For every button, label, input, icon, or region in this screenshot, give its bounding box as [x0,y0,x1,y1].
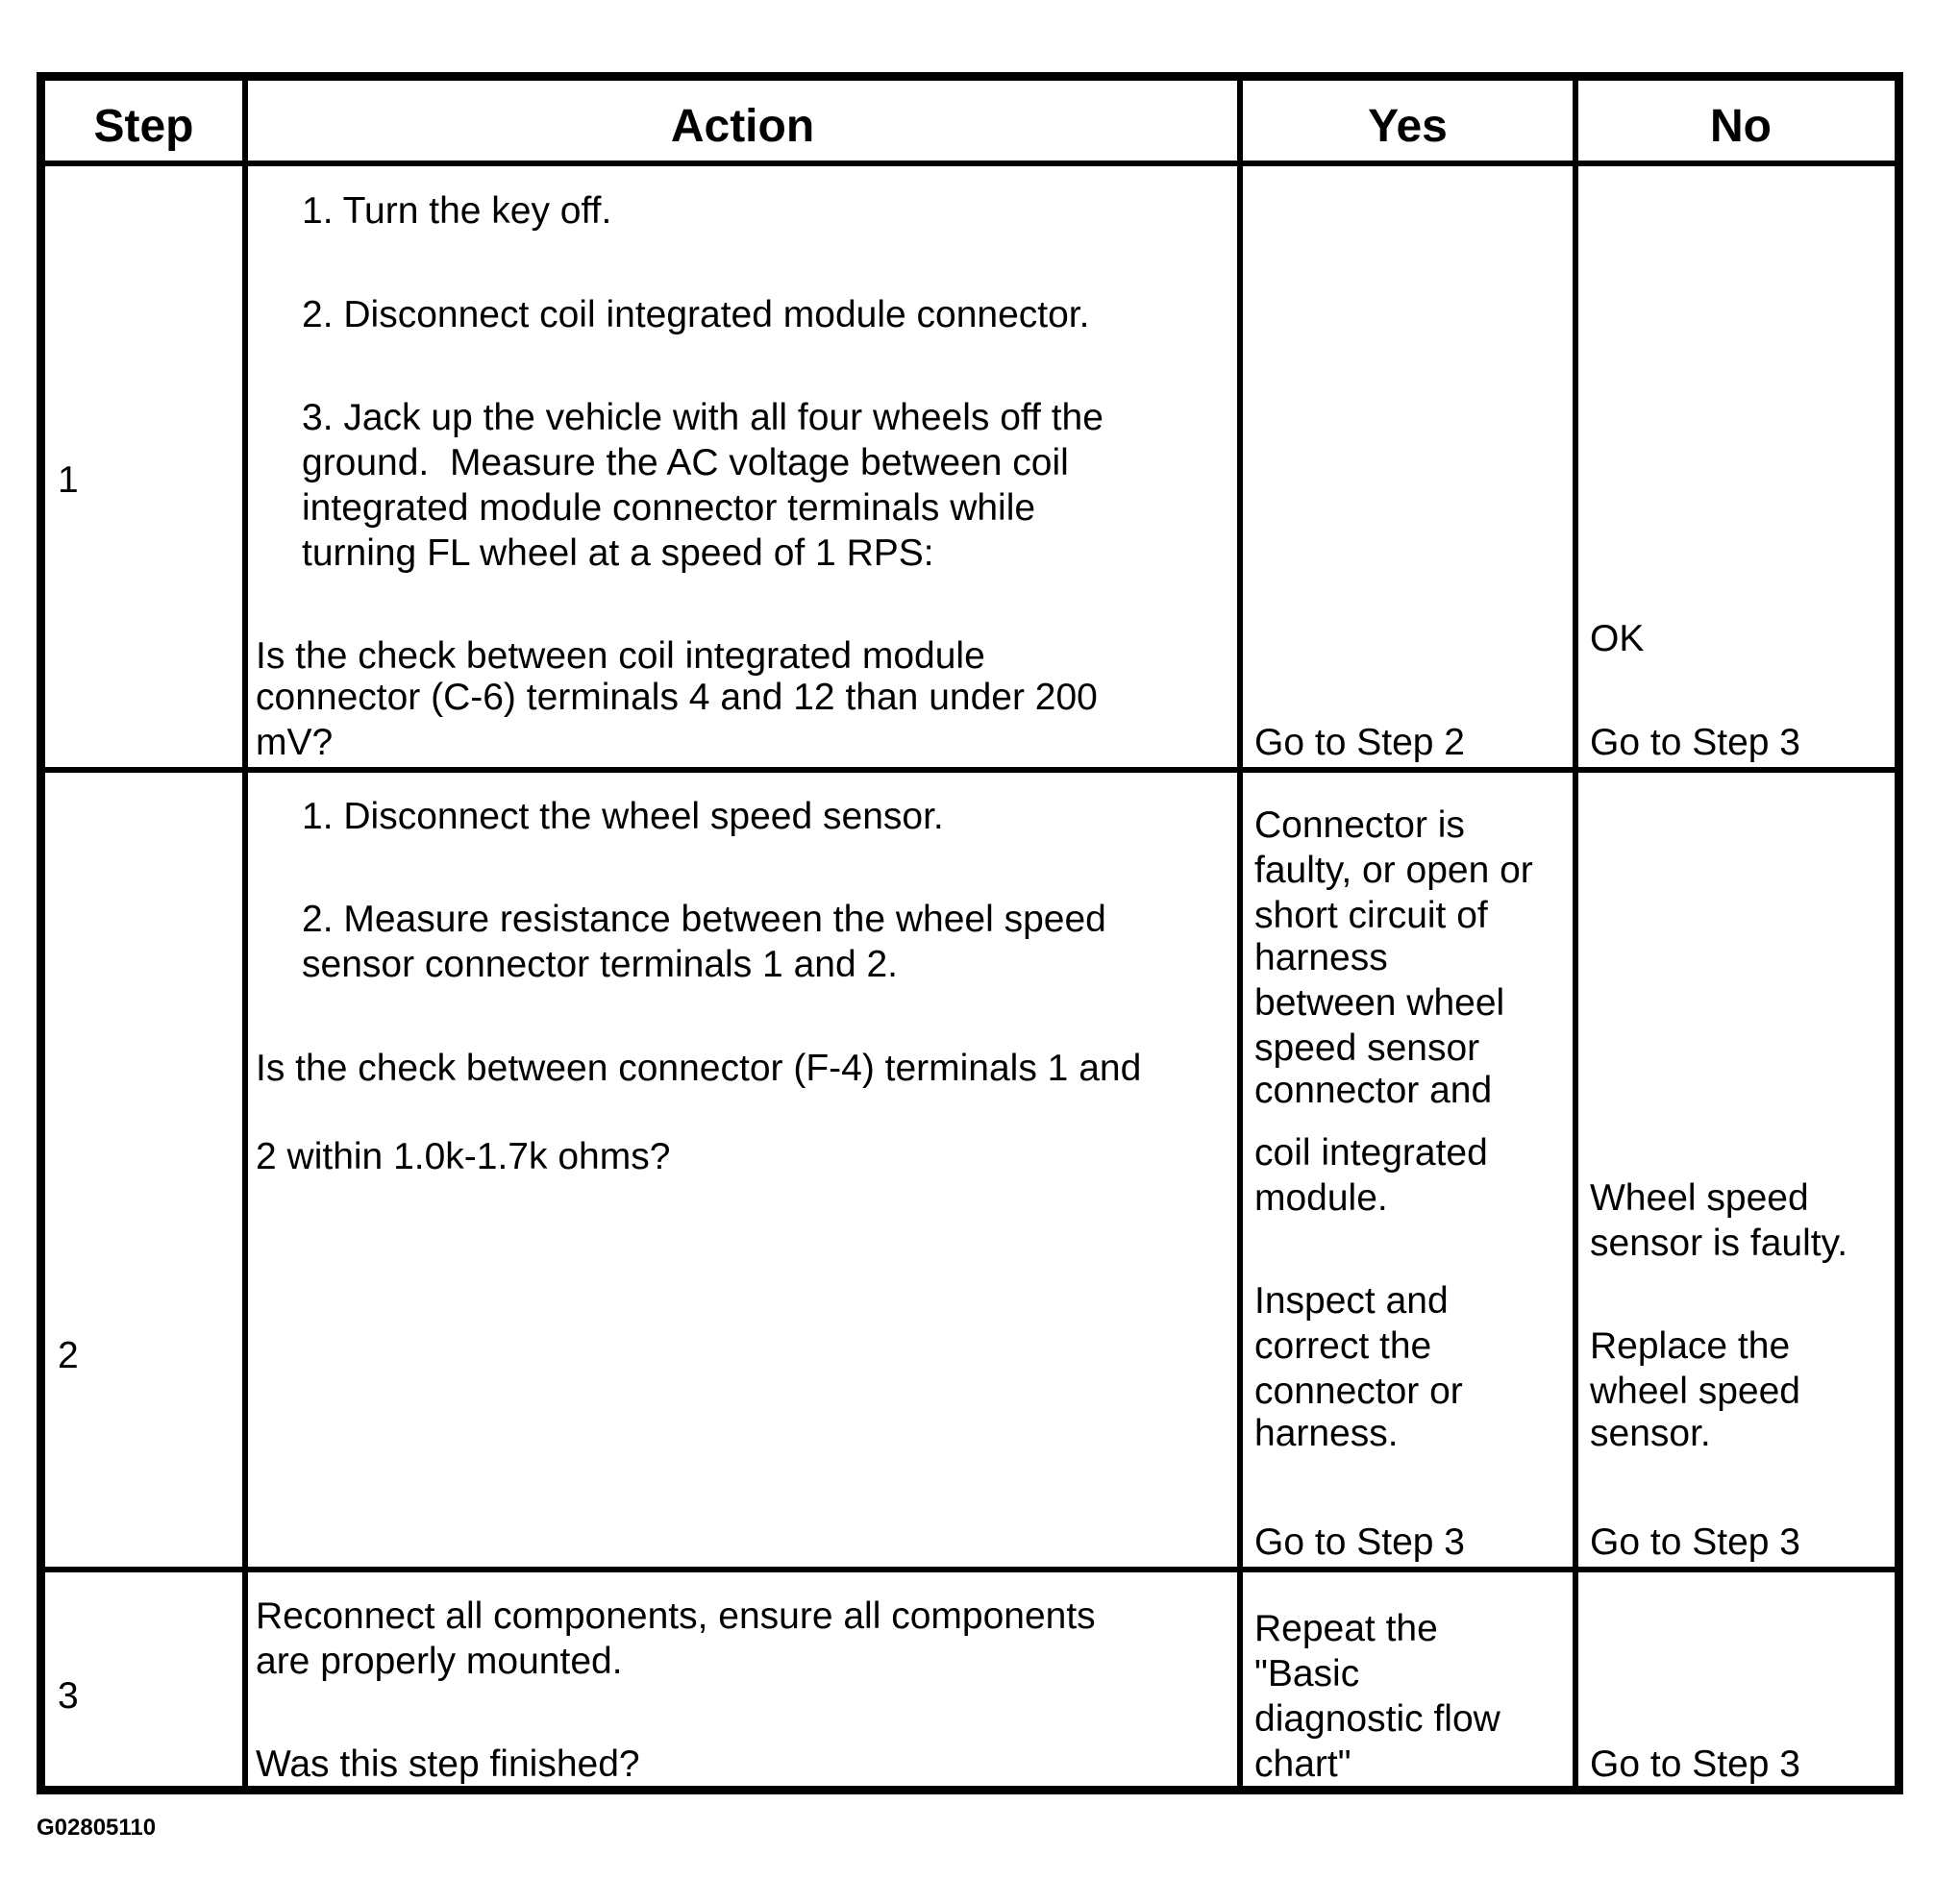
no-result: Go to Step 3 [1590,722,1800,763]
column-divider [1573,81,1578,1786]
no-result: Go to Step 3 [1590,1743,1800,1785]
action-line: 2. Disconnect coil integrated module connector. [302,294,1090,335]
yes-line: correct the [1254,1325,1432,1367]
question-line: Was this step finished? [256,1743,640,1785]
no-line: Replace the [1590,1325,1791,1367]
action-line: sensor connector terminals 1 and 2. [302,944,899,985]
yes-result: Go to Step 2 [1254,722,1465,763]
yes-line: between wheel [1254,982,1505,1024]
question-line: Is the check between coil integrated module [256,635,985,677]
step-number: 3 [58,1675,79,1717]
yes-line: module. [1254,1177,1388,1219]
no-line: sensor is faulty. [1590,1223,1848,1264]
header-no: No [1710,101,1772,152]
question-line: connector (C-6) terminals 4 and 12 than under 200 [256,677,1098,718]
yes-line: short circuit of [1254,895,1488,936]
yes-line: speed sensor [1254,1027,1480,1069]
row-divider [45,161,1895,166]
header-step: Step [93,101,194,152]
action-line: ground. Measure the AC voltage between coil [302,442,1069,483]
step-number: 2 [58,1335,79,1376]
yes-result: Go to Step 3 [1254,1521,1465,1563]
yes-line: Connector is [1254,804,1465,846]
header-action: Action [670,101,815,152]
column-divider [242,81,248,1786]
figure-code: G02805110 [37,1815,157,1841]
diagnostic-table [37,72,1903,1794]
column-divider [1237,81,1243,1786]
no-line: wheel speed [1590,1371,1800,1412]
yes-line: connector and [1254,1070,1493,1111]
no-result: Go to Step 3 [1590,1521,1800,1563]
yes-line: chart" [1254,1743,1351,1785]
yes-line: harness [1254,937,1388,978]
yes-line: connector or [1254,1371,1463,1412]
action-line: 1. Disconnect the wheel speed sensor. [302,796,944,837]
no-line: Wheel speed [1590,1177,1809,1219]
no-line: sensor. [1590,1413,1711,1454]
yes-line: faulty, or open or [1254,850,1533,891]
no-result: OK [1590,618,1645,659]
action-line: turning FL wheel at a speed of 1 RPS: [302,532,934,574]
question-line: Is the check between connector (F-4) terminals 1 and [256,1048,1142,1089]
action-line: integrated module connector terminals while [302,487,1036,529]
action-line: 1. Turn the key off. [302,190,612,232]
question-line: mV? [256,722,334,763]
question-line: 2 within 1.0k-1.7k ohms? [256,1136,671,1177]
yes-line: Repeat the [1254,1608,1438,1649]
action-line: Reconnect all components, ensure all components [256,1595,1096,1637]
row-divider [45,1567,1895,1572]
step-number: 1 [58,459,79,501]
yes-line: Inspect and [1254,1280,1449,1322]
yes-line: diagnostic flow [1254,1698,1500,1740]
action-line: 2. Measure resistance between the wheel speed [302,899,1106,940]
yes-line: "Basic [1254,1653,1360,1694]
yes-line: coil integrated [1254,1132,1488,1174]
action-line: are properly mounted. [256,1641,623,1682]
action-line: 3. Jack up the vehicle with all four wheels off the [302,397,1103,438]
yes-line: harness. [1254,1413,1399,1454]
header-yes: Yes [1368,101,1448,152]
row-divider [45,767,1895,773]
